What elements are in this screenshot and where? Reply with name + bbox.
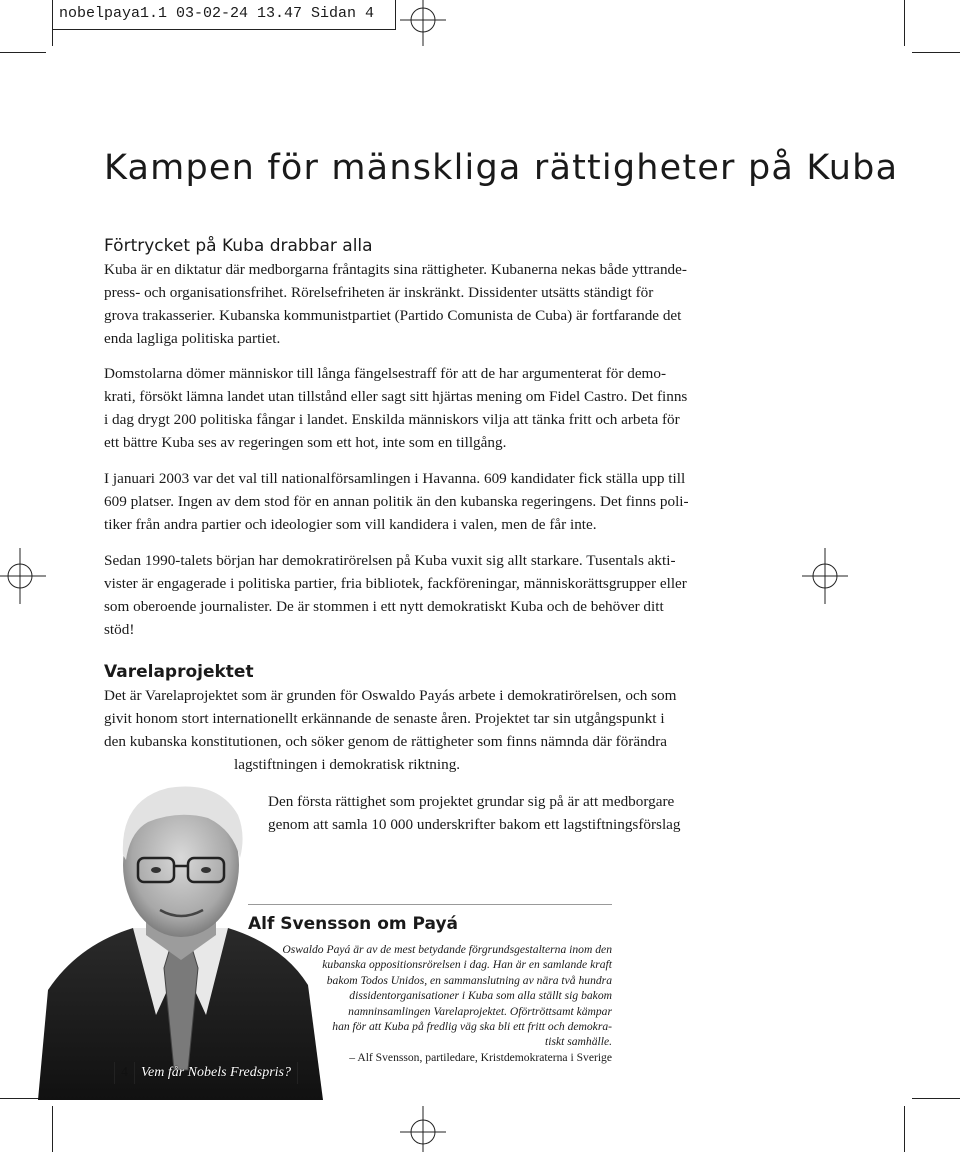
text-line: press- och organisationsfrihet. Rörelsefriheten är inskränkt. Dissidenter utsätts ständigt för <box>104 284 654 301</box>
text-line: 609 platser. Ingen av dem stod för en annan politik än den kubanska regeringens. Det finns poli- <box>104 493 689 510</box>
text-line: den kubanska konstitutionen, och söker genom de rättigheter som finns nämnda där förändra <box>104 733 668 750</box>
page-number: 4 <box>121 1065 128 1081</box>
quote-line: kubanska oppositionsrörelsen i dag. Han är en samlande kraft <box>322 958 612 972</box>
section-heading-varela: Varelaprojektet <box>104 662 254 682</box>
registration-mark-left <box>0 548 46 604</box>
crop-mark-top-left-v <box>52 0 53 46</box>
paragraph-varela <box>104 684 744 776</box>
registration-mark-right <box>800 548 850 604</box>
paragraph-election <box>104 467 744 536</box>
sidebar-quote <box>252 942 612 1065</box>
paragraph-varela-continued <box>268 790 748 836</box>
registration-mark-top <box>398 0 448 46</box>
page-title: Kampen för mänskliga rättigheter på Kuba <box>104 148 899 188</box>
text-line: Den första rättighet som projektet grundar sig på är att medborgare <box>268 793 675 810</box>
folio-separator <box>134 1062 135 1084</box>
text-line: Sedan 1990-talets början har demokratirörelsen på Kuba vuxit sig allt starkare. Tusentals akti- <box>104 552 676 569</box>
text-line: Domstolarna dömer människor till långa fängelsestraff för att de har argumenterat för demo- <box>104 365 667 382</box>
paragraph-courts <box>104 362 744 454</box>
quote-byline: – Alf Svensson, partiledare, Kristdemokraterna i Sverige <box>349 1050 612 1064</box>
section-heading-oppression: Förtrycket på Kuba drabbar alla <box>104 236 373 256</box>
crop-mark-top-right-v <box>904 0 905 46</box>
text-line: i dag drygt 200 politiska fångar i landet. Enskilda människors vilja att tänka fritt och arbeta för <box>104 411 680 428</box>
paragraph-oppression <box>104 258 744 350</box>
text-line: I januari 2003 var det val till nationalförsamlingen i Havanna. 609 kandidater fick ställa upp till <box>104 470 686 487</box>
registration-mark-bottom <box>398 1106 448 1152</box>
text-line: ett bättre Kuba ses av regeringen som ett hot, inte som en tillgång. <box>104 434 507 451</box>
text-line: Det är Varelaprojektet som är grunden för Oswaldo Payás arbete i demokratirörelsen, och som <box>104 687 677 704</box>
folio-separator <box>114 1062 115 1084</box>
sidebar-heading: Alf Svensson om Payá <box>248 914 459 934</box>
text-line: lagstiftningen i demokratisk riktning. <box>234 756 461 773</box>
folio-separator <box>297 1062 298 1084</box>
text-line: grova trakasserier. Kubanska kommunistpartiet (Partido Comunista de Cuba) är fortfarande det <box>104 307 682 324</box>
running-footer: Vem får Nobels Fredspris? <box>141 1065 291 1081</box>
text-line: genom att samla 10 000 underskrifter bakom ett lagstiftningsförslag <box>268 816 681 833</box>
quote-line: tiskt samhälle. <box>545 1035 612 1049</box>
paragraph-democracy-movement <box>104 549 744 641</box>
quote-line: dissidentorganisationer i Kuba som alla ställt sig bakom <box>349 989 612 1003</box>
crop-mark-top-right-h <box>912 52 960 53</box>
text-line: krati, försökt lämna landet utan tillstånd eller sagt sitt hjärtas mening om Fidel Castro. Det finns <box>104 388 688 405</box>
quote-line: namninsamlingen Varelaprojektet. Oförtröttsamt kämpar <box>348 1004 612 1018</box>
quote-line: han för att Kuba på fredlig väg ska bli ett fritt och demokra- <box>332 1020 612 1034</box>
text-line: tiker från andra partier och ideologier som vill kandidera i valen, men de får inte. <box>104 516 597 533</box>
crop-mark-top-left-h <box>0 52 46 53</box>
crop-mark-bottom-left-v <box>52 1106 53 1152</box>
quote-line: Oswaldo Payá är av de mest betydande förgrundsgestalterna inom den <box>282 943 612 956</box>
crop-mark-bottom-right-v <box>904 1106 905 1152</box>
page-folio <box>108 1062 304 1084</box>
text-line: vister är engagerade i politiska partier, fria bibliotek, fackföreningar, människorättsgrupper eller <box>104 575 687 592</box>
text-line: givit honom stort internationellt erkännande de senaste åren. Projektet tar sin utgångspunkt i <box>104 710 665 727</box>
text-line: Kuba är en diktatur där medborgarna fråntagits sina rättigheter. Kubanerna nekas både yttrande- <box>104 261 687 278</box>
crop-mark-bottom-right-h <box>912 1098 960 1099</box>
sidebar-rule <box>248 904 612 905</box>
quote-line: bakom Todos Unidos, en sammanslutning av nära två hundra <box>326 973 612 987</box>
print-slug: nobelpaya1.1 03-02-24 13.47 Sidan 4 <box>52 0 396 30</box>
text-line: enda lagliga politiska partiet. <box>104 330 281 347</box>
text-line: som oberoende journalister. De är stommen i ett nytt demokratiskt Kuba och de behöver ditt <box>104 598 664 615</box>
text-line: stöd! <box>104 621 135 638</box>
